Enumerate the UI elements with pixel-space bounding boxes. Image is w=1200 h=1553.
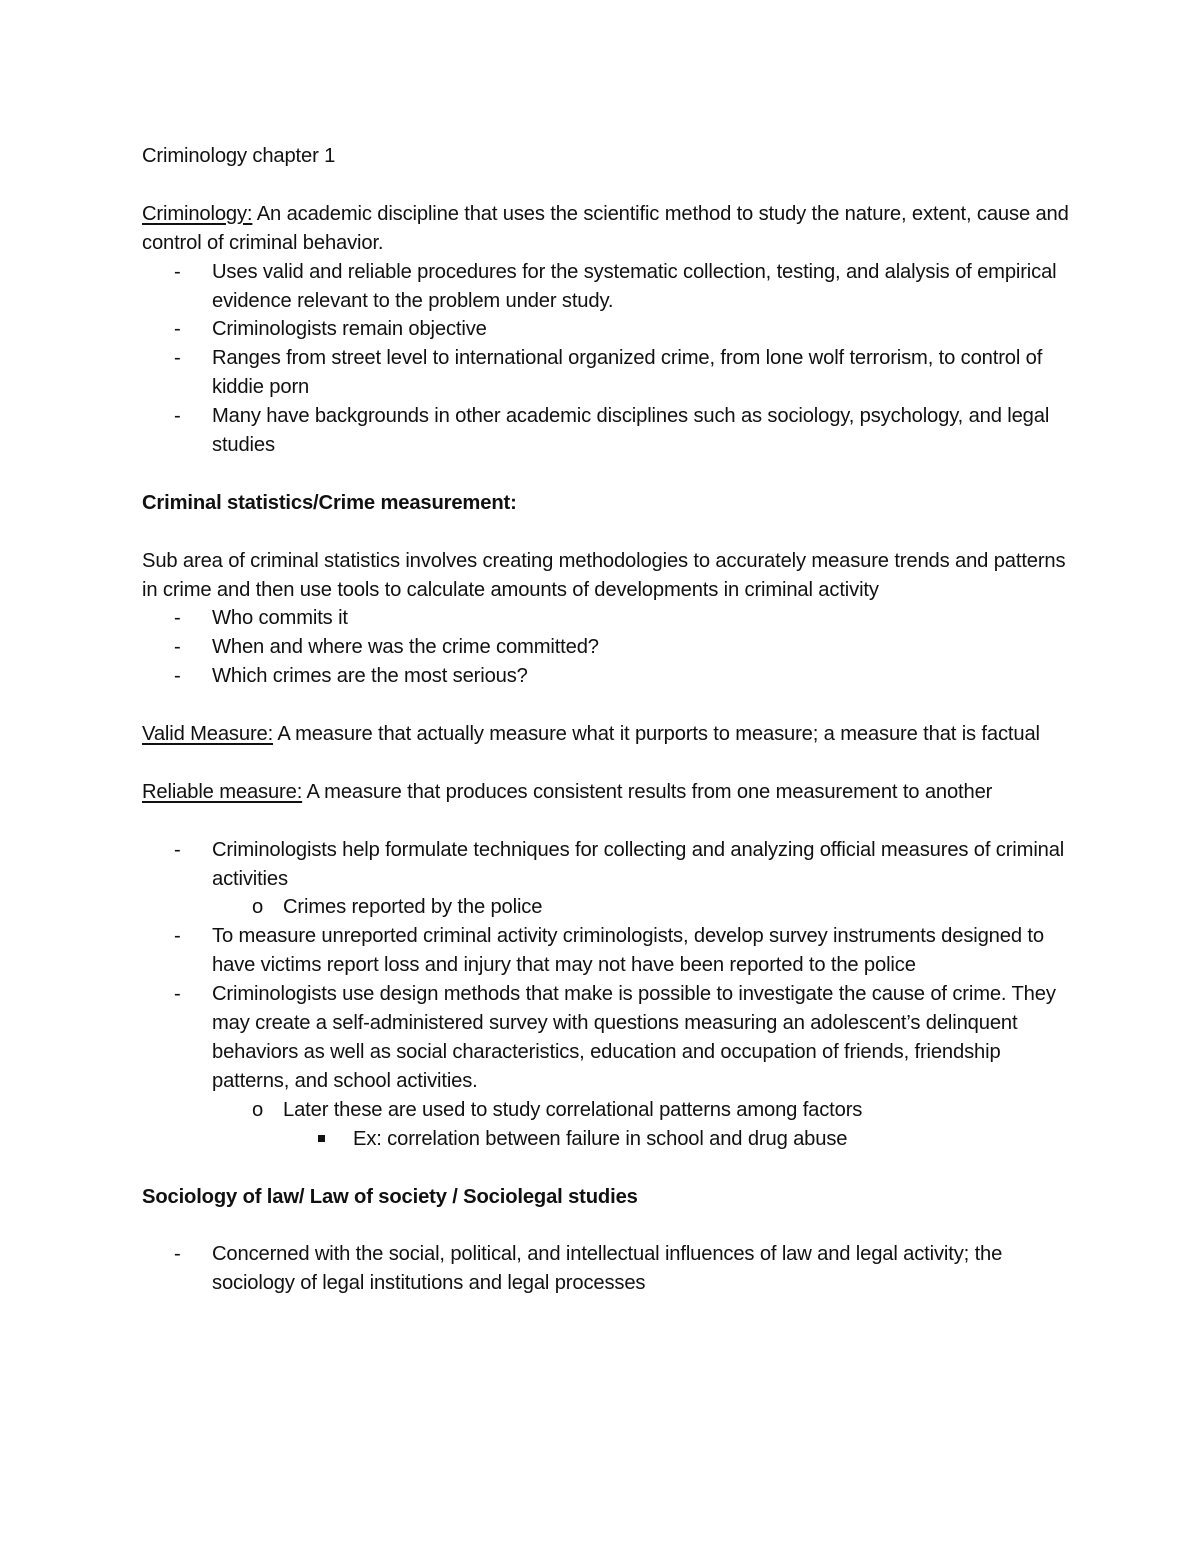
sub-bullet-list bbox=[142, 893, 1072, 922]
list-item: o Later these are used to study correlational patterns among factors bbox=[252, 1098, 863, 1121]
list-item: - Criminologists remain objective bbox=[174, 318, 487, 341]
statistics-paragraph: Sub area of criminal statistics involves creating methodologies to accurately measure trends and patterns in crime and then use tools to calculate amounts of developments in criminal activity bbox=[142, 549, 1066, 601]
list-item: - Criminologists help formulate techniques for collecting and analyzing official measures of criminal activities bbox=[174, 838, 1065, 890]
list-item: - To measure unreported criminal activity criminologists, develop survey instruments designed to have victims report loss and injury that may not have been reported to the police bbox=[174, 925, 1044, 977]
reliable-measure-definition: Reliable measure: A measure that produces consistent results from one measurement to another bbox=[142, 780, 993, 803]
list-item: o Crimes reported by the police bbox=[252, 896, 543, 919]
statistics-bullet-list bbox=[142, 604, 1072, 691]
definition-text: An academic discipline that uses the scientific method to study the nature, extent, cause and control of criminal behavior. bbox=[142, 202, 1069, 254]
list-item: - Many have backgrounds in other academic disciplines such as sociology, psychology, and legal studies bbox=[174, 405, 1050, 457]
valid-measure-definition: Valid Measure: A measure that actually measure what it purports to measure; a measure that is factual bbox=[142, 723, 1040, 746]
sub-sub-bullet-list bbox=[142, 1125, 1072, 1154]
list-item: - Concerned with the social, political, and intellectual influences of law and legal activity; the sociology of legal institutions and legal processes bbox=[174, 1243, 1003, 1295]
measurement-bullet-list bbox=[142, 836, 1072, 894]
list-item: - Criminologists use design methods that make is possible to investigate the cause of crime. They may create a self-administered survey with questions measuring an adolescent’s delinquent behaviors as well as social characteristics, education and occupation of friends, friendship patterns, and school activities. bbox=[174, 983, 1056, 1092]
criminology-definition bbox=[142, 200, 1072, 258]
term-reliable-measure: Reliable measure: bbox=[142, 780, 303, 803]
measurement-bullet-list-continued bbox=[142, 922, 1072, 1095]
sociology-bullet-list bbox=[142, 1240, 1072, 1298]
document-body bbox=[142, 142, 1072, 1298]
list-item: Ex: correlation between failure in school and drug abuse bbox=[142, 1125, 1072, 1154]
list-item: - Ranges from street level to international organized crime, from lone wolf terrorism, to control of kiddie porn bbox=[174, 347, 1043, 399]
list-item: - Uses valid and reliable procedures for the systematic collection, testing, and alalysis of empirical evidence relevant to the problem under study. bbox=[174, 260, 1057, 312]
list-item: - When and where was the crime committed? bbox=[174, 636, 599, 659]
section-heading-statistics: Criminal statistics/Crime measurement: bbox=[142, 491, 517, 514]
sub-bullet-list bbox=[142, 1096, 1072, 1125]
list-item: - Who commits it bbox=[174, 607, 348, 630]
section-heading-sociology: Sociology of law/ Law of society / Sociolegal studies bbox=[142, 1185, 638, 1208]
term-valid-measure: Valid Measure: bbox=[142, 723, 274, 746]
page-title: Criminology chapter 1 bbox=[142, 145, 336, 167]
square-bullet-icon bbox=[318, 1135, 325, 1142]
criminology-bullet-list bbox=[142, 258, 1072, 460]
list-item: - Which crimes are the most serious? bbox=[174, 665, 528, 688]
term-criminology: Criminology: bbox=[142, 202, 253, 225]
